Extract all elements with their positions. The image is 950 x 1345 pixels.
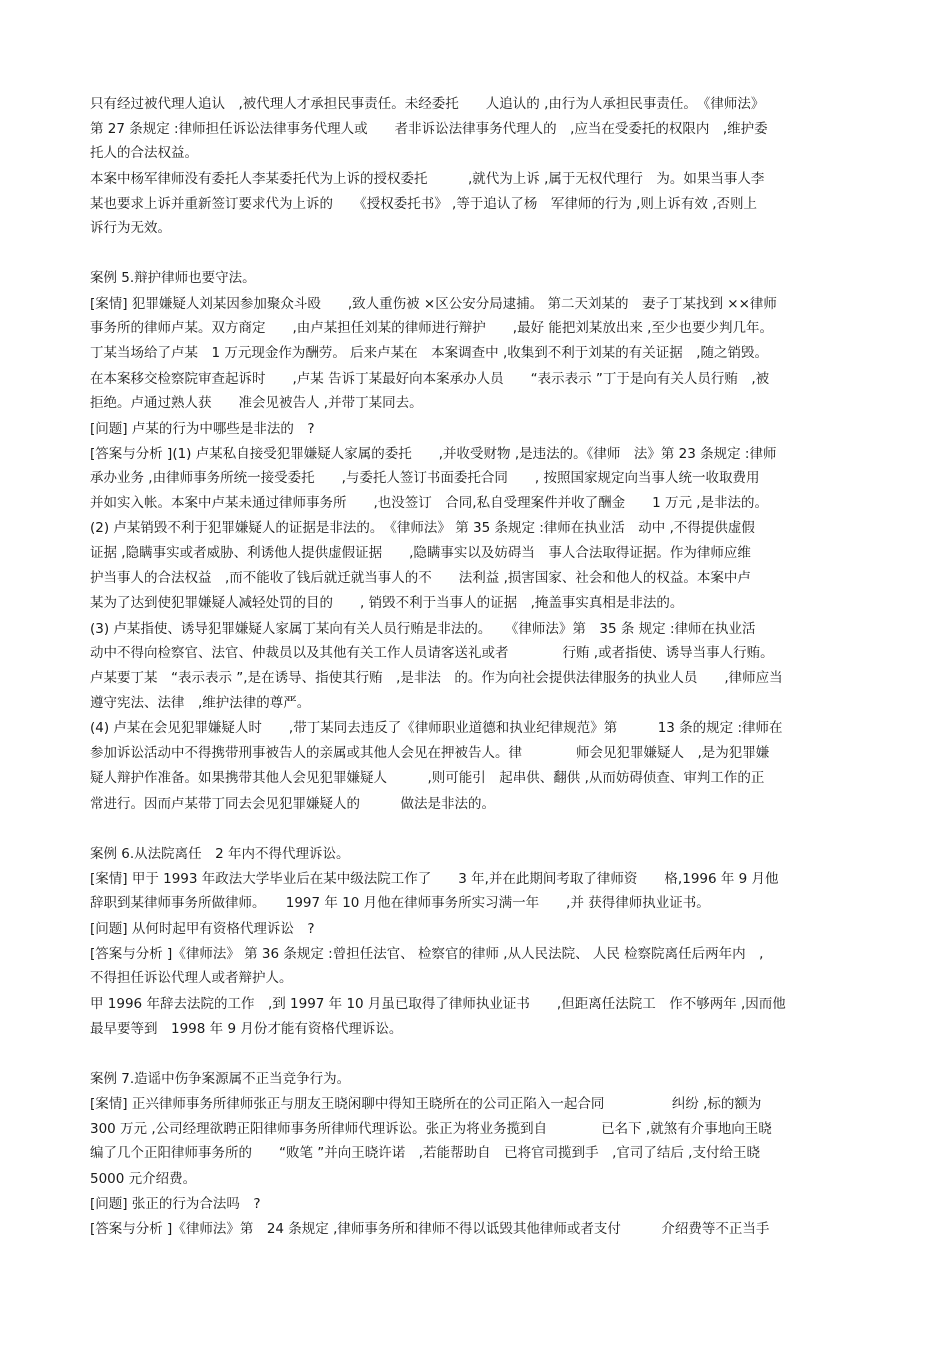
question-line: [问题] 张正的行为合法吗 ?	[90, 1196, 261, 1212]
question-line: [问题] 卢某的行为中哪些是非法的 ?	[90, 421, 315, 437]
text-line: 遵守宪法、法律 ,维护法律的尊严。	[90, 695, 311, 711]
text-line: 辞职到某律师事务所做律师。 1997 年 10 月他在律师事务所实习满一年 ,并 获得律师执业证书。	[90, 895, 710, 911]
text-line: [答案与分析 ](1) 卢某私自接受犯罪嫌疑人家属的委托 ,并收受财物 ,是违法的。《律师 法》第 23 条规定 :律师	[90, 446, 777, 462]
text-line: (3) 卢某指使、诱导犯罪嫌疑人家属丁某向有关人员行贿是非法的。 《律师法》第 35 条 规定 :律师在执业活	[90, 621, 756, 637]
text-line: 动中不得向检察官、法官、仲裁员以及其他有关工作人员请客送礼或者 行贿 ,或者指使、诱导当事人行贿。	[90, 645, 774, 661]
text-line: [答案与分析 ]《律师法》 第 36 条规定 :曾担任法官、 检察官的律师 ,从人民法院、 人民 检察院离任后两年内 ,	[90, 946, 764, 962]
text-line: (4) 卢某在会见犯罪嫌疑人时 ,带丁某同去违反了《律师职业道德和执业纪律规范》第 13 条的规定 :律师在	[90, 720, 783, 736]
text-line: 不得担任诉讼代理人或者辩护人。	[90, 970, 293, 986]
text-line: 常进行。因而卢某带丁同去会见犯罪嫌疑人的 做法是非法的。	[90, 796, 495, 812]
text-line: 只有经过被代理人追认 ,被代理人才承担民事责任。未经委托 人追认的 ,由行为人承担民事责任。 《律师法》	[90, 96, 765, 112]
text-line: 并如实入帐。本案中卢某未通过律师事务所 ,也没签订 合同,私自受理案件并收了酬金 1 万元 ,是非法的。	[90, 495, 769, 511]
text-line: 编了几个正阳律师事务所的 “败笔 ”并向王晓许诺 ,若能帮助自 已将官司揽到手 ,官司了结后 ,支付给王晓	[90, 1145, 760, 1161]
text-line: 卢某要丁某 “表示表示 ”,是在诱导、指使其行贿 ,是非法 的。作为向社会提供法律服务的执业人员 ,律师应当	[90, 670, 783, 686]
text-line: 参加诉讼活动中不得携带刑事被告人的亲属或其他人会见在押被告人。律 师会见犯罪嫌疑人 ,是为犯罪嫌	[90, 745, 770, 761]
case-heading: 案例 6.从法院离任 2 年内不得代理诉讼。	[90, 846, 350, 862]
text-line: 甲 1996 年辞去法院的工作 ,到 1997 年 10 月虽已取得了律师执业证书 ,但距离任法院工 作不够两年 ,因而他	[90, 996, 786, 1012]
text-line: [案情] 正兴律师事务所律师张正与朋友王晓闲聊中得知王晓所在的公司正陷入一起合同 纠纷 ,标的额为	[90, 1096, 762, 1112]
text-line: 丁某当场给了卢某 1 万元现金作为酬劳。 后来卢某在 本案调查中 ,收集到不利于刘某的有关证据 ,随之销毁。	[90, 345, 769, 361]
case-heading: 案例 7.造谣中伤争案源属不正当竞争行为。	[90, 1071, 351, 1087]
text-line: [答案与分析 ]《律师法》第 24 条规定 ,律师事务所和律师不得以诋毁其他律师或者支付 介绍费等不正当手	[90, 1221, 770, 1237]
text-line: 事务所的律师卢某。双方商定 ,由卢某担任刘某的律师进行辩护 ,最好 能把刘某放出来 ,至少也要少判几年。	[90, 320, 773, 336]
text-line: 最早要等到 1998 年 9 月份才能有资格代理诉讼。	[90, 1021, 403, 1037]
question-line: [问题] 从何时起甲有资格代理诉讼 ?	[90, 921, 315, 937]
text-line: 某为了达到使犯罪嫌疑人减轻处罚的目的 , 销毁不利于当事人的证据 ,掩盖事实真相是非法的。	[90, 595, 684, 611]
text-line: 300 万元 ,公司经理欲聘正阳律师事务所律师代理诉讼。张正为将业务揽到自 已名下 ,就煞有介事地向王晓	[90, 1121, 772, 1137]
text-line: 诉行为无效。	[90, 220, 171, 236]
text-line: [案情] 犯罪嫌疑人刘某因参加聚众斗殴 ,致人重伤被 ×区公安分局逮捕。 第二天刘某的 妻子丁某找到 ××律师	[90, 296, 777, 312]
text-line: 某也要求上诉并重新签订要求代为上诉的 《授权委托书》 ,等于追认了杨 军律师的行为 ,则上诉有效 ,否则上	[90, 196, 757, 212]
text-line: 拒绝。卢通过熟人获 准会见被告人 ,并带丁某同去。	[90, 395, 423, 411]
text-line: 证据 ,隐瞒事实或者威胁、利诱他人提供虚假证据 ,隐瞒事实以及妨碍当 事人合法取得证据。作为律师应维	[90, 545, 751, 561]
text-line: 托人的合法权益。	[90, 145, 198, 161]
text-line: [案情] 甲于 1993 年政法大学毕业后在某中级法院工作了 3 年,并在此期间考取了律师资 格,1996 年 9 月他	[90, 871, 779, 887]
text-line: 在本案移交检察院审查起诉时 ,卢某 告诉丁某最好向本案承办人员 “表示表示 ”丁于是向有关人员行贿 ,被	[90, 371, 770, 387]
text-line: 承办业务 ,由律师事务所统一接受委托 ,与委托人签订书面委托合同 , 按照国家规定向当事人统一收取费用	[90, 470, 760, 486]
text-line: 5000 元介绍费。	[90, 1171, 197, 1187]
case-heading: 案例 5.辩护律师也要守法。	[90, 270, 256, 286]
text-line: 疑人辩护作准备。如果携带其他人会见犯罪嫌疑人 ,则可能引 起串供、翻供 ,从而妨碍侦查、审判工作的正	[90, 770, 765, 786]
text-line: 护当事人的合法权益 ,而不能收了钱后就迁就当事人的不 法利益 ,损害国家、社会和他人的权益。本案中卢	[90, 570, 751, 586]
text-line: 本案中杨军律师没有委托人李某委托代为上诉的授权委托 ,就代为上诉 ,属于无权代理行 为。如果当事人李	[90, 171, 765, 187]
text-line: 第 27 条规定 :律师担任诉讼法律事务代理人或 者非诉讼法律事务代理人的 ,应当在受委托的权限内 ,维护委	[90, 121, 768, 137]
text-line: (2) 卢某销毁不利于犯罪嫌疑人的证据是非法的。 《律师法》 第 35 条规定 :律师在执业活 动中 ,不得提供虚假	[90, 520, 755, 536]
